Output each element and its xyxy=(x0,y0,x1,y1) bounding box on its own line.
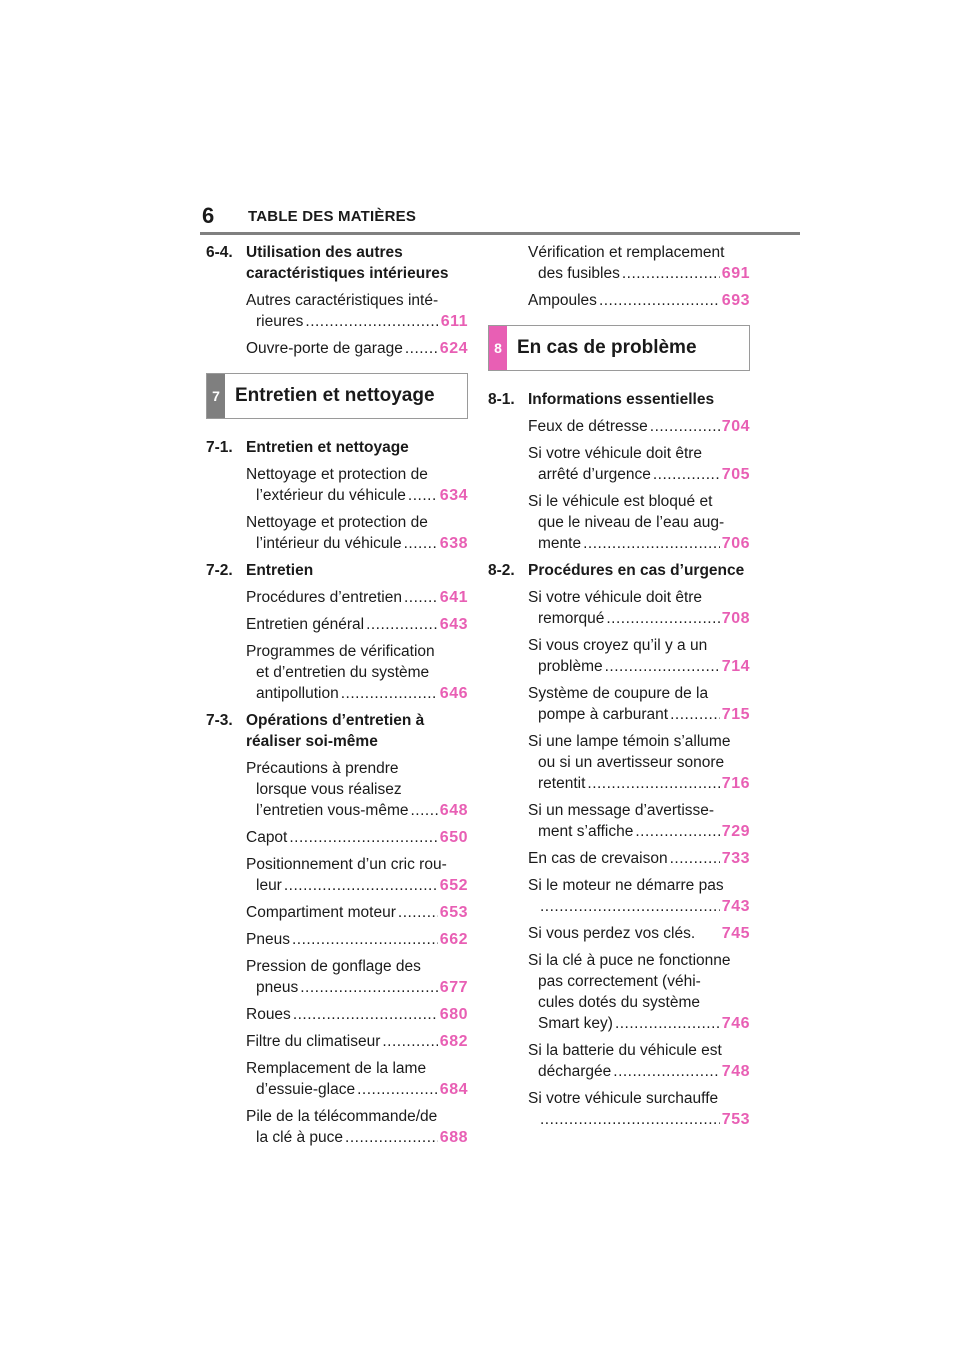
toc-entry[interactable]: Procédures d’entretien ..... 641 xyxy=(246,587,468,608)
page-ref[interactable]: 680 xyxy=(439,1006,468,1023)
section-8-2 xyxy=(488,560,750,581)
toc-entry[interactable]: Si votre véhicule surchauffe ..... 753 xyxy=(528,1088,750,1130)
chapter-title: En cas de problème xyxy=(517,337,697,358)
toc-entry[interactable]: Vérification et remplacement des fusibles ..... 691 xyxy=(528,242,750,284)
page-ref[interactable]: 729 xyxy=(721,823,750,840)
page-ref[interactable]: 753 xyxy=(721,1111,750,1128)
toc-entry[interactable]: Remplacement de la lame d’essuie-glace ..... 684 xyxy=(246,1058,468,1100)
toc-entry[interactable]: Capot ..... 650 xyxy=(246,827,468,848)
page-ref[interactable]: 652 xyxy=(439,877,468,894)
section-number: 6-4. xyxy=(206,244,233,261)
page-ref[interactable]: 646 xyxy=(439,685,468,702)
page-ref[interactable]: 706 xyxy=(721,535,750,552)
toc-entry[interactable]: Positionnement d’un cric rou- leur ..... 652 xyxy=(246,854,468,896)
section-8-1 xyxy=(488,389,750,410)
toc-entry[interactable]: Pneus ..... 662 xyxy=(246,929,468,950)
toc-right-column xyxy=(488,242,750,1130)
toc-entry[interactable]: Si une lampe témoin s’allume ou si un avertisseur sonore retentit ..... 716 xyxy=(528,731,750,794)
toc-entry[interactable]: Compartiment moteur ..... 653 xyxy=(246,902,468,923)
page-ref[interactable]: 650 xyxy=(439,829,468,846)
toc-entry[interactable]: Autres caractéristiques inté- rieures ..... 611 xyxy=(246,290,468,332)
section-number: 7-2. xyxy=(206,562,233,579)
section-7-1 xyxy=(206,437,468,458)
section-title: caractéristiques intérieures xyxy=(246,265,449,282)
toc-entry[interactable]: Si le véhicule est bloqué et que le niveau de l’eau aug- mente ..... 706 xyxy=(528,491,750,554)
toc-entry[interactable]: Si vous perdez vos clés. 745 xyxy=(528,925,750,942)
toc-entry[interactable]: Si un message d’avertisse- ment s’affiche ..... 729 xyxy=(528,800,750,842)
page-ref[interactable]: 708 xyxy=(721,610,750,627)
toc-entry[interactable]: Ouvre-porte de garage ..... 624 xyxy=(246,338,468,359)
section-number: 7-3. xyxy=(206,712,233,729)
section-title: Procédures en cas xyxy=(528,562,666,579)
toc-entry[interactable]: Système de coupure de la pompe à carburant ..... 715 xyxy=(528,683,750,725)
chapter-number-tab: 7 xyxy=(207,374,225,418)
toc-entry[interactable]: Pression de gonflage des pneus ..... 677 xyxy=(246,956,468,998)
section-title: Entretien et nettoyage xyxy=(246,439,409,456)
page-ref[interactable]: 705 xyxy=(721,466,750,483)
section-number: 8-1. xyxy=(488,391,515,408)
section-title: Entretien xyxy=(246,562,314,579)
page-ref[interactable]: 653 xyxy=(439,904,468,921)
chapter-number-tab: 8 xyxy=(489,326,507,370)
toc-entry[interactable]: Nettoyage et protection de l’extérieur du véhicule ..... 634 xyxy=(246,464,468,506)
toc-entry[interactable]: Filtre du climatiseur ..... 682 xyxy=(246,1031,468,1052)
toc-entry[interactable]: Si la clé à puce ne fonctionne pas correctement (véhi- cules dotés du système Smart key) ..... 746 xyxy=(528,950,750,1034)
page-ref[interactable]: 643 xyxy=(439,616,468,633)
page-ref[interactable]: 682 xyxy=(439,1033,468,1050)
page-ref[interactable]: 641 xyxy=(439,589,468,606)
page-ref[interactable]: 638 xyxy=(439,535,468,552)
page-ref[interactable]: 746 xyxy=(721,1015,750,1032)
page-ref[interactable]: 714 xyxy=(721,658,750,675)
page-ref[interactable]: 748 xyxy=(721,1063,750,1080)
page-ref[interactable]: 677 xyxy=(439,979,468,996)
page-ref[interactable]: 684 xyxy=(439,1081,468,1098)
chapter-8-header[interactable] xyxy=(488,325,750,371)
page-ref[interactable]: 691 xyxy=(721,265,750,282)
section-title: Utilisation des autres xyxy=(246,244,403,261)
section-number: 7-1. xyxy=(206,439,233,456)
toc-entry[interactable]: Pile de la télécommande/de la clé à puce ..... 688 xyxy=(246,1106,468,1148)
page-ref[interactable]: 693 xyxy=(721,292,750,309)
toc-entry[interactable]: Feux de détresse ..... 704 xyxy=(528,416,750,437)
page-ref[interactable]: 716 xyxy=(721,775,750,792)
page-ref[interactable]: 624 xyxy=(439,340,468,357)
page-ref[interactable]: 688 xyxy=(439,1129,468,1146)
page-ref[interactable]: 634 xyxy=(439,487,468,504)
toc-entry[interactable]: Si votre véhicule doit être remorqué ..... 708 xyxy=(528,587,750,629)
page-ref[interactable]: 704 xyxy=(721,418,750,435)
toc-left-column xyxy=(206,242,468,1148)
section-7-3 xyxy=(206,710,468,752)
page-ref[interactable]: 733 xyxy=(721,850,750,867)
page-ref[interactable]: 745 xyxy=(721,925,750,942)
toc-entry[interactable]: Si le moteur ne démarre pas ..... 743 xyxy=(528,875,750,917)
section-6-4 xyxy=(206,242,468,284)
page-title: TABLE DES MATIÈRES xyxy=(248,208,417,225)
section-number: 8-2. xyxy=(488,562,515,579)
section-title: Opérations d’entretien à xyxy=(246,712,425,729)
page-ref[interactable]: 648 xyxy=(439,802,468,819)
toc-entry[interactable]: Programmes de vérification et d’entretien du système antipollution ..... 646 xyxy=(246,641,468,704)
toc-entry[interactable]: Ampoules ..... 693 xyxy=(528,290,750,311)
chapter-7-header[interactable] xyxy=(206,373,468,419)
toc-entry[interactable]: Si vous croyez qu’il y a un problème ..... 714 xyxy=(528,635,750,677)
page-ref[interactable]: 611 xyxy=(440,313,468,330)
page-ref[interactable]: 715 xyxy=(721,706,750,723)
header-rule xyxy=(200,232,800,235)
toc-entry[interactable]: Entretien général ..... 643 xyxy=(246,614,468,635)
page-ref[interactable]: 743 xyxy=(721,898,750,915)
toc-entry[interactable]: Précautions à prendre lorsque vous réalisez l’entretien vous-même ..... 648 xyxy=(246,758,468,821)
toc-entry[interactable]: Si votre véhicule doit être arrêté d’urgence ..... 705 xyxy=(528,443,750,485)
toc-entry[interactable]: En cas de crevaison ..... 733 xyxy=(528,848,750,869)
toc-entry[interactable]: Nettoyage et protection de l’intérieur du véhicule ..... 638 xyxy=(246,512,468,554)
section-title: Informations essentielles xyxy=(528,391,715,408)
toc-entry[interactable]: Si la batterie du véhicule est déchargée ..... 748 xyxy=(528,1040,750,1082)
section-7-2 xyxy=(206,560,468,581)
chapter-title: Entretien et nettoyage xyxy=(235,385,435,406)
section-title: réaliser soi-même xyxy=(246,733,378,750)
page-ref[interactable]: 662 xyxy=(439,931,468,948)
page-number: 6 xyxy=(202,203,215,228)
section-title: d’urgence xyxy=(670,562,745,579)
toc-entry[interactable]: Roues ..... 680 xyxy=(246,1004,468,1025)
